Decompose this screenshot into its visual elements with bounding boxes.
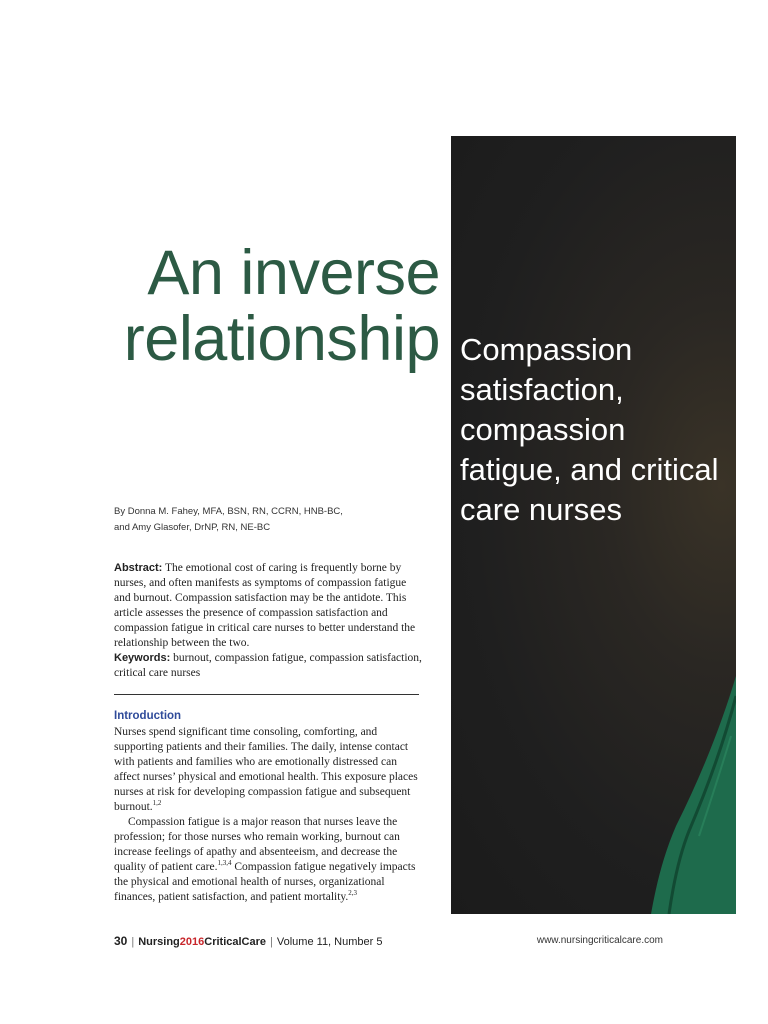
article-title [20, 240, 440, 372]
journal-url[interactable]: www.nursingcriticalcare.com [536, 935, 663, 946]
p2a-text: Compassion fatigue is a major reason that nurses leave the profession; for those nurses who remain working, burnout can increase feelings of apathy and absenteeism, and decrease the quality of patient care. [114, 816, 400, 873]
title-line-1: An inverse [147, 238, 440, 308]
introduction-heading: Introduction [114, 710, 182, 722]
p2b-citation: 2,3 [348, 889, 358, 898]
section-divider [114, 694, 419, 695]
journal-brand-prefix: Nursing [138, 936, 180, 948]
footer-separator-2: | [270, 936, 273, 948]
introduction-paragraph-2 [114, 815, 420, 905]
byline-line-1: By Donna M. Fahey, MFA, BSN, RN, CCRN, HNB-BC, [114, 506, 343, 517]
journal-brand-year: 2016 [179, 936, 205, 948]
footer-separator: | [131, 936, 135, 948]
byline [114, 504, 434, 536]
p2b-text: Compassion fatigue negatively impacts the physical and emotional health of nurses, organizational finances, patient satisfaction, and patient mortality. [114, 861, 416, 903]
title-line-2: relationship [123, 304, 440, 374]
keywords-text: burnout, compassion fatigue, compassion satisfaction, critical care nurses [114, 652, 422, 679]
keywords-label: Keywords: [114, 652, 171, 664]
abstract [114, 561, 424, 681]
volume-info: Volume 11, Number 5 [276, 936, 383, 948]
page-number: 30 [114, 934, 128, 948]
byline-line-2: and Amy Glasofer, DrNP, RN, NE-BC [114, 522, 271, 533]
p1-text: Nurses spend significant time consoling, comforting, and supporting patients and their families. The daily, intense contact with patients and families who are emotionally distressed can affect nurses’ physical and emotional health. This exposure places nurses at risk for developing compassion fatigue and subsequent burnout. [114, 726, 418, 813]
p2a-citation: 1,3,4 [217, 859, 232, 868]
introduction-body [114, 725, 420, 905]
p1-citation: 1,2 [152, 799, 162, 808]
article-subtitle: Compassion satisfaction, compassion fatigue, and critical care nurses [460, 332, 719, 527]
journal-brand-suffix: CriticalCare [204, 936, 267, 948]
abstract-label: Abstract: [114, 562, 163, 574]
footer-left [114, 934, 382, 948]
abstract-text: The emotional cost of caring is frequently borne by nurses, and often manifests as symptoms of compassion fatigue and burnout. Compassion satisfaction may be the antidote. This article assesses the presence of compassion satisfaction and compassion fatigue in critical care nurses to better understand the relationship between the two. [114, 562, 416, 649]
introduction-paragraph-1 [114, 725, 420, 815]
